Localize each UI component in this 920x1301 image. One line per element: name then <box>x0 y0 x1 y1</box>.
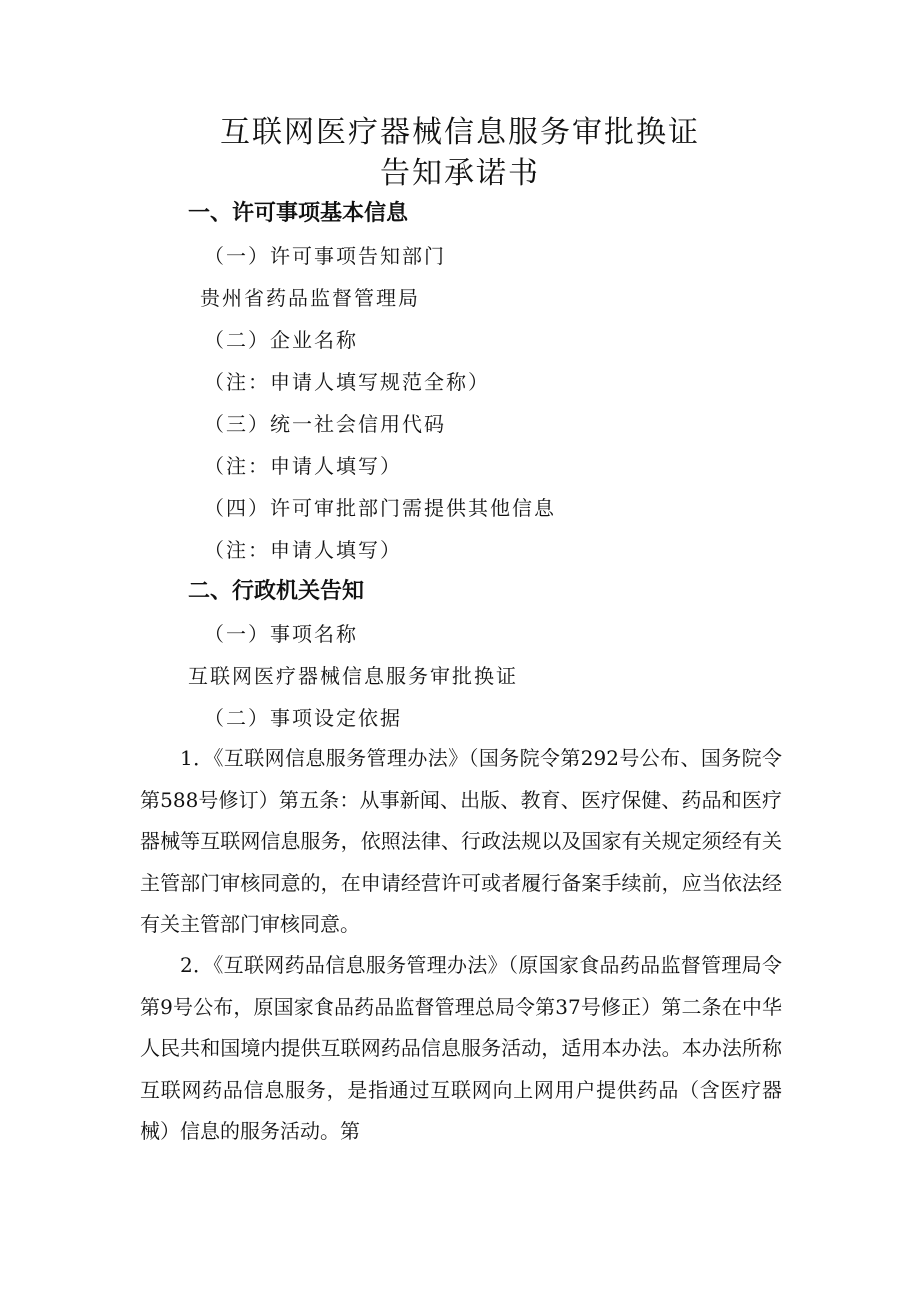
item-company-name-note: （注：申请人填写规范全称） <box>204 370 490 394</box>
item-notice-department-value: 贵州省药品监督管理局 <box>200 286 420 310</box>
item-matter-name-label: （一）事项名称 <box>204 622 358 646</box>
item-company-name-label: （二）企业名称 <box>204 328 358 352</box>
section-2-heading: 二、行政机关告知 <box>188 579 365 604</box>
document-title-line-2: 告知承诺书 <box>380 156 540 191</box>
item-credit-code-note: （注：申请人填写） <box>204 454 402 478</box>
legal-basis-paragraph-1: 1．《互联网信息服务管理办法》（国务院令第292号公布、国务院令第588号修订）第五条：从事新闻、出版、教育、医疗保健、药品和医疗器械等互联网信息服务，依照法律、行政法规以及国家有关规定须经有关主管部门审核同意的，在申请经营许可或者履行备案手续前，应当依法经有关主管部门审核同意。 <box>140 746 782 936</box>
item-other-info-label: （四）许可审批部门需提供其他信息 <box>204 496 556 520</box>
item-matter-name-value: 互联网医疗器械信息服务审批换证 <box>188 664 518 688</box>
section-1-heading: 一、许可事项基本信息 <box>188 201 409 226</box>
document-title-line-1: 互联网医疗器械信息服务审批换证 <box>220 115 700 150</box>
item-legal-basis-label: （二）事项设定依据 <box>204 706 402 730</box>
legal-basis-paragraph-2: 2．《互联网药品信息服务管理办法》（原国家食品药品监督管理局令第9号公布，原国家食品药品监督管理总局令第37号修正）第二条在中华人民共和国境内提供互联网药品信息服务活动，适用本办法。本办法所称互联网药品信息服务，是指通过互联网向上网用户提供药品（含医疗器械）信息的服务活动。第 <box>140 953 782 1143</box>
item-other-info-note: （注：申请人填写） <box>204 538 402 562</box>
item-credit-code-label: （三）统一社会信用代码 <box>204 412 446 436</box>
item-notice-department-label: （一）许可事项告知部门 <box>204 244 446 268</box>
